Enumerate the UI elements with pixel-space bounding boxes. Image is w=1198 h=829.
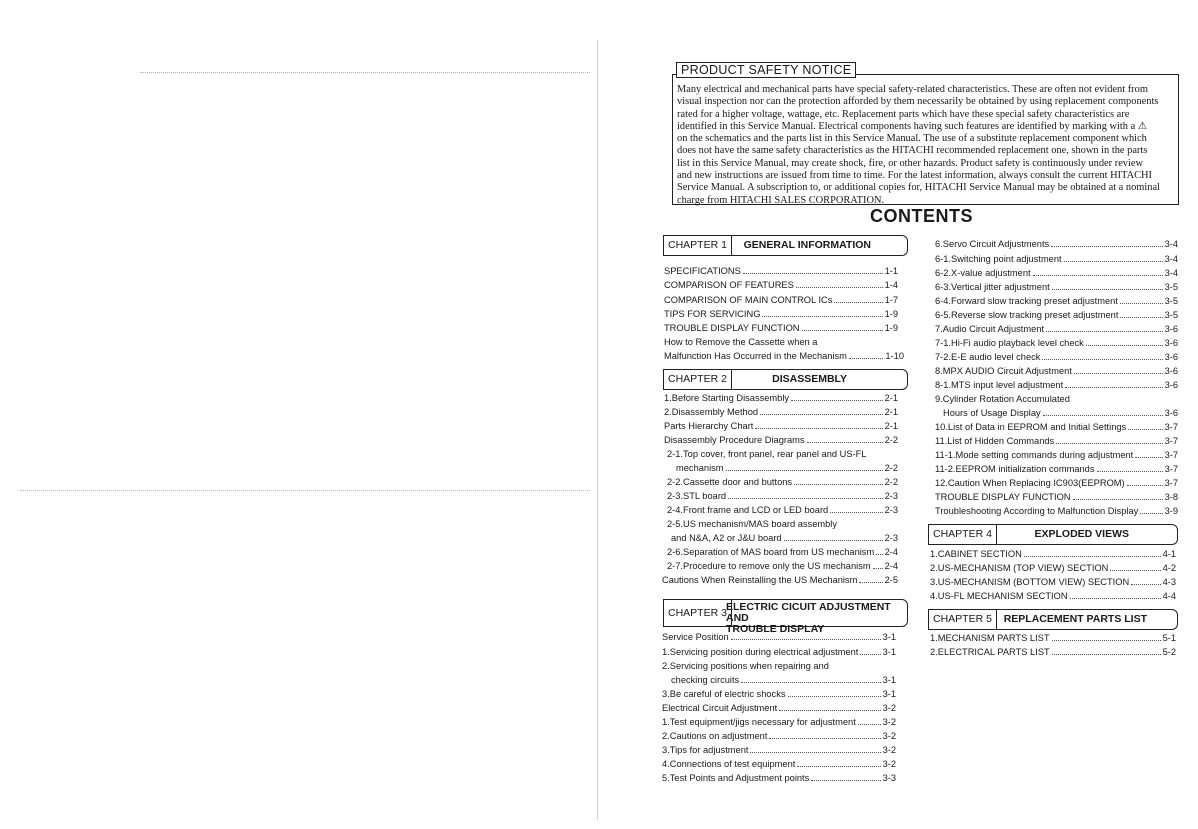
toc-entry[interactable]: Malfunction Has Occurred in the Mechanism 1-10 [664,351,904,361]
toc-entry[interactable]: Troubleshooting According to Malfunction Display 3-9 [935,506,1178,516]
toc-line: 9.Cylinder Rotation Accumulated [935,394,1070,404]
toc-line: 2-1.Top cover, front panel, rear panel and US-FL [667,449,867,459]
toc-entry[interactable]: 3.Be careful of electric shocks 3-1 [662,689,896,699]
toc-entry[interactable]: 7-1.Hi-Fi audio playback level check 3-6 [935,338,1178,348]
toc-entry[interactable]: 6-5.Reverse slow tracking preset adjustment 3-5 [935,310,1178,320]
toc-entry[interactable]: 11-2.EEPROM initialization commands 3-7 [935,464,1178,474]
toc-entry[interactable]: 5.Test Points and Adjustment points 3-3 [662,773,896,783]
toc-entry[interactable]: Service Position 3-1 [662,632,896,642]
toc-entry[interactable]: 2.Cautions on adjustment 3-2 [662,731,896,741]
toc-entry[interactable]: mechanism 2-2 [676,463,898,473]
toc-entry[interactable]: 4.Connections of test equipment 3-2 [662,759,896,769]
notice-line: list in this Service Manual, may create shock, fire, or other hazards. Product safety is continuously under review [677,157,1144,169]
chapter-5-header [928,609,1178,630]
chapter-title-line: ELECTRIC CICUIT ADJUSTMENT AND [726,601,891,624]
toc-entry[interactable]: checking circuits 3-1 [671,675,896,685]
toc-entry[interactable]: Disassembly Procedure Diagrams 2-2 [664,435,898,445]
toc-entry[interactable]: Hours of Usage Display 3-6 [943,408,1178,418]
toc-line: 2-5.US mechanism/MAS board assembly [667,519,837,529]
toc-entry[interactable]: SPECIFICATIONS 1-1 [664,266,898,276]
notice-line: on the schematics and the parts list in this Service Manual. The use of a substitute replacement component which [677,133,1147,145]
toc-entry[interactable]: 11.List of Hidden Commands 3-7 [935,436,1178,446]
chapter-1-header [663,235,908,256]
toc-entry[interactable]: 6-4.Forward slow tracking preset adjustment 3-5 [935,296,1178,306]
notice-line: rated for a higher voltage, wattage, etc. Replacement parts which have these special safety characteristics are [677,108,1130,120]
contents-heading: CONTENTS [870,206,973,226]
chapter-title [726,602,907,635]
toc-entry[interactable]: TIPS FOR SERVICING 1-9 [664,309,898,319]
notice-line: identified in this Service Manual. Electrical components having such features are identified by marking with a ⚠ [677,120,1148,132]
toc-entry[interactable]: 1.CABINET SECTION 4-1 [930,549,1176,559]
toc-entry[interactable]: 1.Test equipment/jigs necessary for adjustment 3-2 [662,717,896,727]
toc-entry[interactable]: 2-6.Separation of MAS board from US mechanism 2-4 [667,547,898,557]
chapter-3-header [663,599,908,635]
notice-line: charge from HITACHI SALES CORPORATION. [677,194,885,206]
toc-entry[interactable]: COMPARISON OF FEATURES 1-4 [664,280,898,290]
toc-entry[interactable]: 12.Caution When Replacing IC903(EEPROM) 3-7 [935,478,1178,488]
notice-line: visual inspection nor can the protection afforded by them necessarily be obtained by using replacement components [677,96,1159,108]
notice-line: does not have the same safety characteristics as the HITACHI recommended replacement one, shown in the parts [677,145,1148,157]
notice-line: Service Manual. A subscription to, or additional copies for, HITACHI Service Manual may be obtained at a nominal [677,182,1160,194]
scan-smudge [20,490,590,492]
chapter-label: CHAPTER 1 [664,236,732,255]
chapter-title: DISASSEMBLY [772,373,847,385]
toc-entry[interactable]: Cautions When Reinstalling the US Mechanism 2-5 [662,575,898,585]
toc-entry[interactable]: 6.Servo Circuit Adjustments 3-4 [935,239,1178,249]
toc-entry[interactable]: 2.ELECTRICAL PARTS LIST 5-2 [930,647,1176,657]
toc-entry[interactable]: 8.MPX AUDIO Circuit Adjustment 3-6 [935,366,1178,376]
toc-entry[interactable]: 3.US-MECHANISM (BOTTOM VIEW) SECTION 4-3 [930,577,1176,587]
toc-entry[interactable]: 6-2.X-value adjustment 3-4 [935,268,1178,278]
toc-entry[interactable]: 2.US-MECHANISM (TOP VIEW) SECTION 4-2 [930,563,1176,573]
toc-entry[interactable]: 2-7.Procedure to remove only the US mechanism 2-4 [667,561,898,571]
toc-line: How to Remove the Cassette when a [664,337,818,347]
toc-entry[interactable]: 2-3.STL board 2-3 [667,491,898,501]
scan-smudge [140,72,590,74]
toc-entry[interactable]: 1.Servicing position during electrical adjustment 3-1 [662,647,896,657]
toc-entry[interactable]: 2-4.Front frame and LCD or LED board 2-3 [667,505,898,515]
chapter-title-line: TROUBLE DISPLAY [726,623,825,635]
toc-entry[interactable]: COMPARISON OF MAIN CONTROL ICs 1-7 [664,295,898,305]
safety-notice-title: PRODUCT SAFETY NOTICE [676,62,856,78]
toc-entry[interactable]: 7.Audio Circuit Adjustment 3-6 [935,324,1178,334]
toc-line: 2.Servicing positions when repairing and [662,661,829,671]
toc-entry[interactable]: 10.List of Data in EEPROM and Initial Settings 3-7 [935,422,1178,432]
toc-entry[interactable]: Parts Hierarchy Chart 2-1 [664,421,898,431]
notice-line: and new instructions are issued from time to time. For the latest information, always consult the current HITACHI [677,170,1153,182]
toc-entry[interactable]: 4.US-FL MECHANISM SECTION 4-4 [930,591,1176,601]
toc-entry[interactable]: 2.Disassembly Method 2-1 [664,407,898,417]
toc-entry[interactable]: 2-2.Cassette door and buttons 2-2 [667,477,898,487]
chapter-title: EXPLODED VIEWS [1034,528,1129,540]
toc-entry[interactable]: 6-1.Switching point adjustment 3-4 [935,254,1178,264]
toc-entry[interactable]: 6-3.Vertical jitter adjustment 3-5 [935,282,1178,292]
toc-entry[interactable]: 8-1.MTS input level adjustment 3-6 [935,380,1178,390]
chapter-label: CHAPTER 4 [929,525,997,544]
page-fold-line [597,40,598,820]
toc-entry[interactable]: 1.MECHANISM PARTS LIST 5-1 [930,633,1176,643]
toc-entry[interactable]: 1.Before Starting Disassembly 2-1 [664,393,898,403]
chapter-title: GENERAL INFORMATION [743,239,871,251]
safety-notice-text [677,84,1175,207]
toc-entry[interactable]: and N&A, A2 or J&U board 2-3 [671,533,898,543]
toc-entry[interactable]: 3.Tips for adjustment 3-2 [662,745,896,755]
chapter-title: REPLACEMENT PARTS LIST [1003,613,1147,625]
chapter-label: CHAPTER 5 [929,610,997,629]
toc-entry[interactable]: 7-2.E-E audio level check 3-6 [935,352,1178,362]
chapter-label: CHAPTER 2 [664,370,732,389]
notice-line: Many electrical and mechanical parts have special safety-related characteristics. These are often not evident from [677,84,1148,95]
chapter-label: CHAPTER 3 [664,600,732,626]
chapter-4-header [928,524,1178,545]
chapter-2-header [663,369,908,390]
toc-entry[interactable]: TROUBLE DISPLAY FUNCTION 3-8 [935,492,1178,502]
toc-entry[interactable]: TROUBLE DISPLAY FUNCTION 1-9 [664,323,898,333]
toc-entry[interactable]: 11-1.Mode setting commands during adjustment 3-7 [935,450,1178,460]
toc-entry[interactable]: Electrical Circuit Adjustment 3-2 [662,703,896,713]
